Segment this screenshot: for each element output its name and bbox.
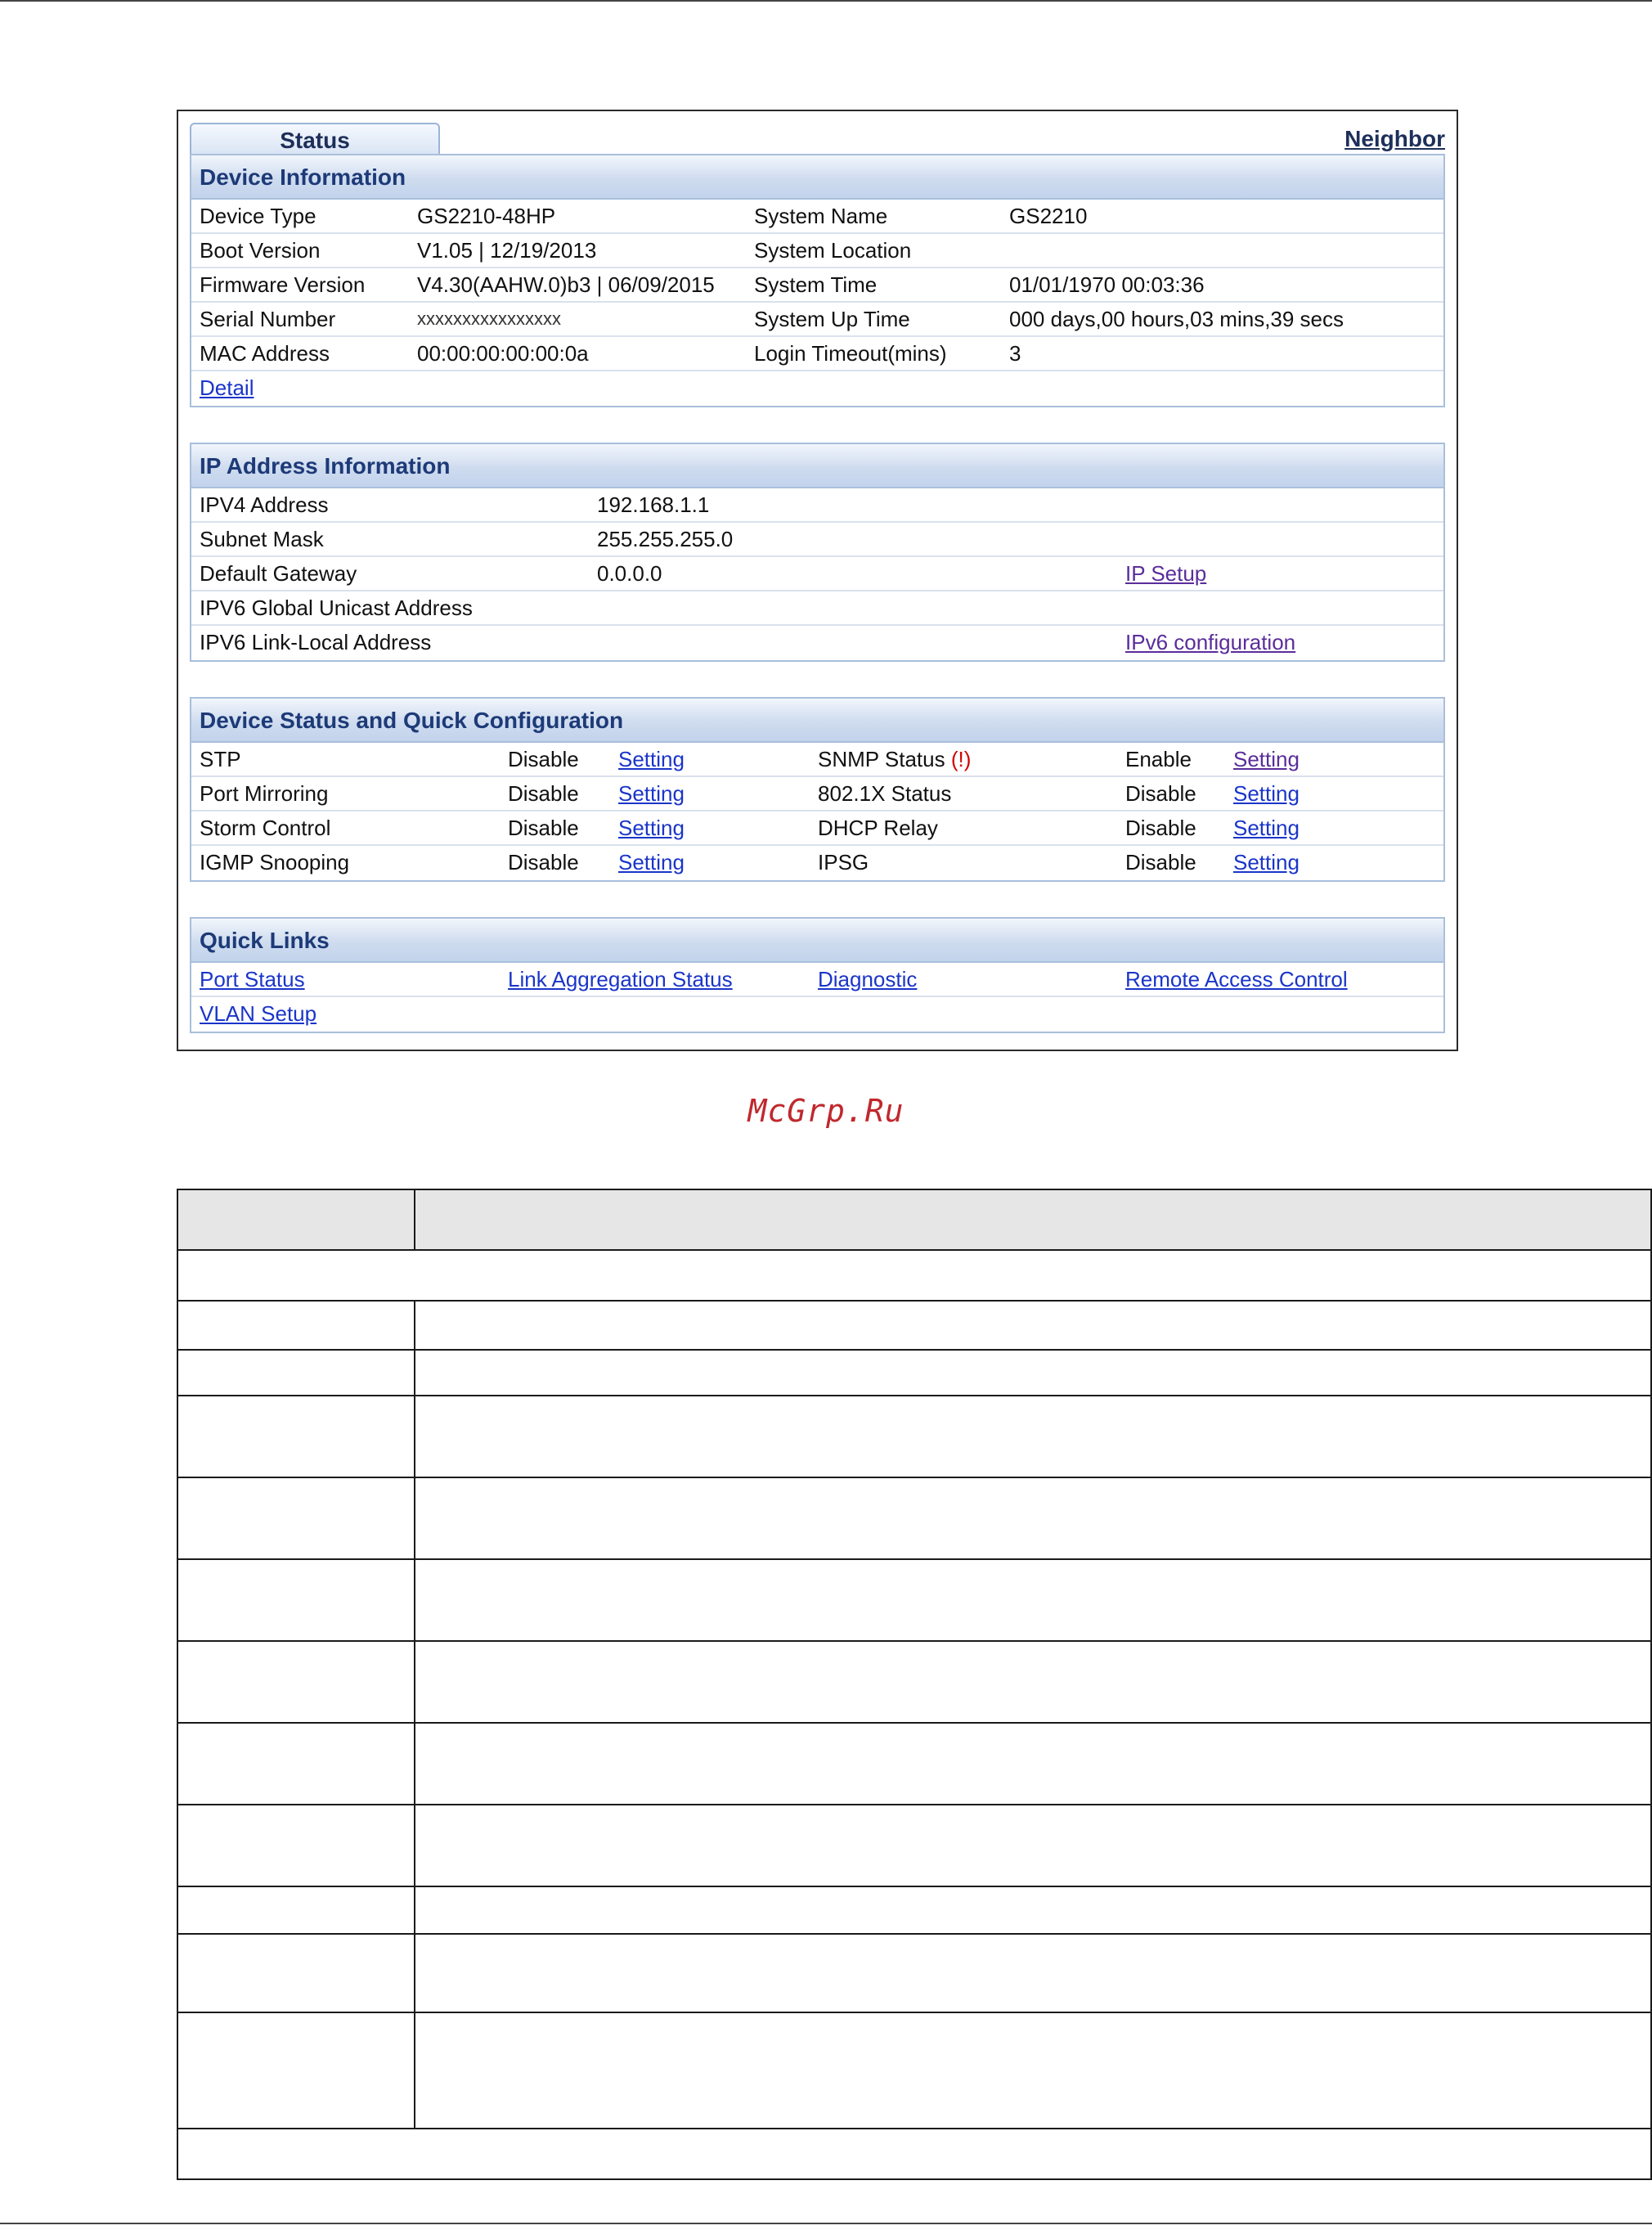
table-header-row: [178, 1190, 1650, 1249]
dot1x-setting-link[interactable]: Setting: [1233, 781, 1300, 806]
column-divider: [414, 1396, 415, 1477]
quick-links-section: [190, 917, 1445, 1033]
page-top-rule: [0, 0, 1652, 2]
ip-label: Subnet Mask: [200, 527, 324, 551]
diagnostic-link[interactable]: Diagnostic: [818, 967, 918, 991]
feature-state: Disable: [1125, 781, 1196, 806]
info-label: System Name: [754, 204, 888, 228]
warning-icon: (!): [950, 747, 972, 771]
ip-row: [191, 557, 1443, 591]
tab-status[interactable]: Status: [190, 123, 440, 155]
device-information-section: [190, 154, 1445, 407]
info-value: xxxxxxxxxxxxxxxx: [417, 308, 561, 329]
info-label: Firmware Version: [200, 272, 366, 297]
dhcp-relay-setting-link[interactable]: Setting: [1233, 816, 1300, 840]
snmp-setting-link[interactable]: Setting: [1233, 747, 1300, 771]
section-title: Device Status and Quick Configuration: [191, 699, 1443, 743]
table-row: [178, 1558, 1650, 1640]
ip-label: IPV6 Global Unicast Address: [200, 596, 473, 620]
info-row: [191, 200, 1443, 234]
ip-value: 192.168.1.1: [597, 492, 710, 517]
feature-name: SNMP Status (!): [818, 747, 972, 771]
status-row: [191, 743, 1443, 777]
feature-name: DHCP Relay: [818, 816, 938, 840]
port-mirroring-setting-link[interactable]: Setting: [618, 781, 685, 806]
column-divider: [414, 2013, 415, 2128]
table-row: [178, 1300, 1650, 1349]
column-divider: [414, 1805, 415, 1886]
info-label: Serial Number: [200, 307, 336, 331]
table-row: [178, 1640, 1650, 1722]
info-row: [191, 337, 1443, 371]
info-value: V4.30(AAHW.0)b3 | 06/09/2015: [417, 272, 715, 297]
table-row: [178, 1886, 1650, 1933]
ip-label: IPV4 Address: [200, 492, 329, 517]
info-row: [191, 234, 1443, 268]
tab-bar: [190, 123, 1445, 155]
stp-setting-link[interactable]: Setting: [618, 747, 685, 771]
device-status-section: [190, 697, 1445, 882]
quick-links-row: [191, 997, 1443, 1032]
ip-value: 255.255.255.0: [597, 527, 734, 551]
column-divider: [414, 1478, 415, 1558]
section-title: IP Address Information: [191, 444, 1443, 488]
ip-row: [191, 626, 1443, 660]
column-divider: [414, 1724, 415, 1804]
feature-state: Disable: [508, 781, 579, 806]
table-row: [178, 1395, 1650, 1477]
ip-setup-link[interactable]: IP Setup: [1125, 561, 1207, 586]
ip-label: IPV6 Link-Local Address: [200, 630, 432, 654]
ip-value: 0.0.0.0: [597, 561, 662, 586]
table-row: [178, 2012, 1650, 2128]
ip-label: Default Gateway: [200, 561, 357, 586]
feature-name: STP: [200, 747, 241, 771]
info-value: GS2210: [1009, 204, 1088, 228]
table-section-row: [178, 1249, 1650, 1300]
column-divider: [414, 1560, 415, 1640]
status-row: [191, 812, 1443, 846]
feature-state: Disable: [508, 850, 579, 874]
info-label: System Up Time: [754, 307, 910, 331]
table-row: [178, 1933, 1650, 2012]
feature-state: Disable: [1125, 816, 1196, 840]
feature-name: IGMP Snooping: [200, 850, 350, 874]
storm-control-setting-link[interactable]: Setting: [618, 816, 685, 840]
feature-name: 802.1X Status: [818, 781, 952, 806]
info-row: [191, 371, 1443, 406]
section-title: Quick Links: [191, 919, 1443, 963]
feature-state: Disable: [508, 816, 579, 840]
watermark: McGrp.Ru: [747, 1093, 905, 1129]
info-row: [191, 268, 1443, 303]
feature-state: Disable: [1125, 850, 1196, 874]
info-value: GS2210-48HP: [417, 204, 556, 228]
column-divider: [414, 1190, 415, 1249]
feature-name: Storm Control: [200, 816, 331, 840]
info-label: Boot Version: [200, 238, 321, 263]
remote-access-control-link[interactable]: Remote Access Control: [1125, 967, 1348, 991]
info-label: Device Type: [200, 204, 316, 228]
description-table: [177, 1189, 1652, 2180]
feature-name: IPSG: [818, 850, 869, 874]
ip-row: [191, 591, 1443, 626]
table-footer-row: [178, 2128, 1650, 2178]
ipv6-configuration-link[interactable]: IPv6 configuration: [1125, 630, 1296, 654]
port-status-link[interactable]: Port Status: [200, 967, 305, 991]
column-divider: [414, 1935, 415, 2012]
info-label: MAC Address: [200, 341, 330, 366]
ip-row: [191, 523, 1443, 557]
info-label: System Location: [754, 238, 912, 263]
neighbor-link[interactable]: Neighbor: [1344, 126, 1445, 151]
table-row: [178, 1349, 1650, 1395]
table-row: [178, 1477, 1650, 1558]
ip-row: [191, 488, 1443, 523]
info-row: [191, 303, 1443, 337]
info-value: 3: [1009, 341, 1021, 366]
info-label: System Time: [754, 272, 878, 297]
info-label: Login Timeout(mins): [754, 341, 947, 366]
column-divider: [414, 1351, 415, 1395]
page-bottom-rule: [0, 2223, 1652, 2224]
quick-links-row: [191, 963, 1443, 997]
section-title: Device Information: [191, 155, 1443, 200]
igmp-snooping-setting-link[interactable]: Setting: [618, 850, 685, 874]
info-value: 000 days,00 hours,03 mins,39 secs: [1009, 307, 1344, 331]
link-aggregation-status-link[interactable]: Link Aggregation Status: [508, 967, 733, 991]
vlan-setup-link[interactable]: VLAN Setup: [200, 1001, 317, 1026]
feature-state: Disable: [508, 747, 579, 771]
table-row: [178, 1722, 1650, 1804]
column-divider: [414, 1887, 415, 1933]
ip-address-section: [190, 443, 1445, 662]
info-value: 00:00:00:00:00:0a: [417, 341, 589, 366]
info-value: V1.05 | 12/19/2013: [417, 238, 597, 263]
ipsg-setting-link[interactable]: Setting: [1233, 850, 1300, 874]
status-row: [191, 846, 1443, 880]
feature-name: Port Mirroring: [200, 781, 329, 806]
screenshot-frame: [177, 110, 1458, 1051]
info-value: 01/01/1970 00:03:36: [1009, 272, 1205, 297]
column-divider: [414, 1642, 415, 1722]
column-divider: [414, 1302, 415, 1349]
table-row: [178, 1804, 1650, 1886]
status-row: [191, 777, 1443, 812]
detail-link[interactable]: Detail: [200, 375, 254, 400]
feature-state: Enable: [1125, 747, 1192, 771]
